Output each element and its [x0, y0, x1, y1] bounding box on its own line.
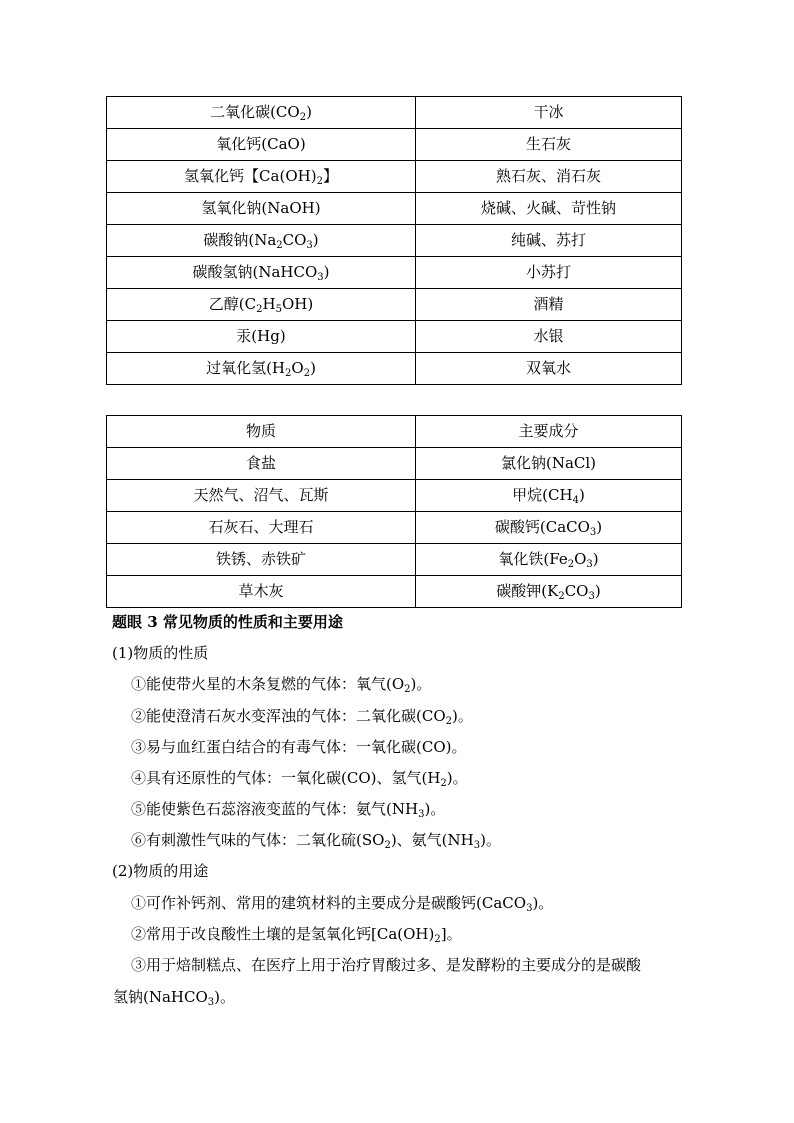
- chemical-name-cell: 二氧化碳$(CO_2)$: [107, 97, 416, 129]
- property-item: ④具有还原性的气体：一氧化碳(CO)、氢气$(H_2)$。: [131, 769, 468, 789]
- table-row: [107, 576, 682, 608]
- table-row: [107, 321, 682, 353]
- common-name-cell: 烧碱、火碱、苛性钠: [416, 193, 682, 225]
- table-row: [107, 448, 682, 480]
- chemical-name-cell: 汞(Hg): [107, 321, 416, 353]
- common-name-cell: 生石灰: [416, 129, 682, 161]
- chemical-name-cell: 过氧化氢$(H_2O_2)$: [107, 353, 416, 385]
- common-name-cell: 酒精: [416, 289, 682, 321]
- property-item: ②能使澄清石灰水变浑浊的气体：二氧化碳$(CO_2)$。: [131, 707, 473, 727]
- table-row: [107, 512, 682, 544]
- component-cell: 甲烷$(CH_4)$: [416, 480, 682, 512]
- chemical-name-cell: 乙醇$(C_2H_5OH)$: [107, 289, 416, 321]
- use-item: ②常用于改良酸性土壤的是氢氧化钙$[Ca(OH)_2]$。: [131, 925, 462, 945]
- table-row: [107, 353, 682, 385]
- use-item: ①可作补钙剂、常用的建筑材料的主要成分是碳酸钙(CaCO$_3$)。: [131, 894, 554, 914]
- common-name-cell: 水银: [416, 321, 682, 353]
- chemical-name-cell: 氢氧化钠(NaOH): [107, 193, 416, 225]
- common-name-cell: 双氧水: [416, 353, 682, 385]
- header-component: 主要成分: [416, 416, 682, 448]
- table-row: [107, 225, 682, 257]
- property-item: ⑤能使紫色石蕊溶液变蓝的气体：氨气$(NH_3)$。: [131, 800, 446, 820]
- properties-heading: (1)物质的性质: [112, 644, 209, 662]
- table-row: [107, 129, 682, 161]
- common-name-cell: 干冰: [416, 97, 682, 129]
- table-row: [107, 544, 682, 576]
- chemical-name-cell: 氢氧化钙【$Ca(OH)_2$】: [107, 161, 416, 193]
- uses-heading: (2)物质的用途: [112, 862, 209, 880]
- substance-cell: 天然气、沼气、瓦斯: [107, 480, 416, 512]
- table-row: [107, 161, 682, 193]
- table-header-row: [107, 416, 682, 448]
- common-name-cell: 纯碱、苏打: [416, 225, 682, 257]
- substance-cell: 食盐: [107, 448, 416, 480]
- substance-cell: 石灰石、大理石: [107, 512, 416, 544]
- common-names-table: [106, 96, 682, 385]
- table-row: [107, 480, 682, 512]
- table-row: [107, 257, 682, 289]
- section-title: 题眼 3 常见物质的性质和主要用途: [112, 613, 343, 631]
- component-cell: 碳酸钙(CaCO$_3$): [416, 512, 682, 544]
- chemical-name-cell: 氧化钙(CaO): [107, 129, 416, 161]
- component-cell: 碳酸钾$(K_2CO_3)$: [416, 576, 682, 608]
- main-components-table: [106, 415, 682, 608]
- property-item: ①能使带火星的木条复燃的气体：氧气$(O_2)$。: [131, 675, 432, 695]
- table-row: [107, 97, 682, 129]
- property-item: ⑥有刺激性气味的气体：二氧化硫$(SO_2)$、氨气$(NH_3)$。: [131, 831, 501, 851]
- chemical-name-cell: 碳酸钠$(Na_2CO_3)$: [107, 225, 416, 257]
- table-row: [107, 289, 682, 321]
- use-item: ③用于焙制糕点、在医疗上用于治疗胃酸过多、是发酵粉的主要成分的是碳酸: [131, 956, 642, 974]
- header-substance: 物质: [107, 416, 416, 448]
- table-row: [107, 193, 682, 225]
- substance-cell: 铁锈、赤铁矿: [107, 544, 416, 576]
- substance-cell: 草木灰: [107, 576, 416, 608]
- common-name-cell: 小苏打: [416, 257, 682, 289]
- chemical-name-cell: 碳酸氢钠(NaHCO$_3$): [107, 257, 416, 289]
- common-name-cell: 熟石灰、消石灰: [416, 161, 682, 193]
- use-item-continuation: 氢钠(NaHCO$_3$)。: [113, 988, 236, 1008]
- property-item: ③易与血红蛋白结合的有毒气体：一氧化碳(CO)。: [131, 738, 467, 756]
- component-cell: 氯化钠(NaCl): [416, 448, 682, 480]
- component-cell: 氧化铁$(Fe_2O_3)$: [416, 544, 682, 576]
